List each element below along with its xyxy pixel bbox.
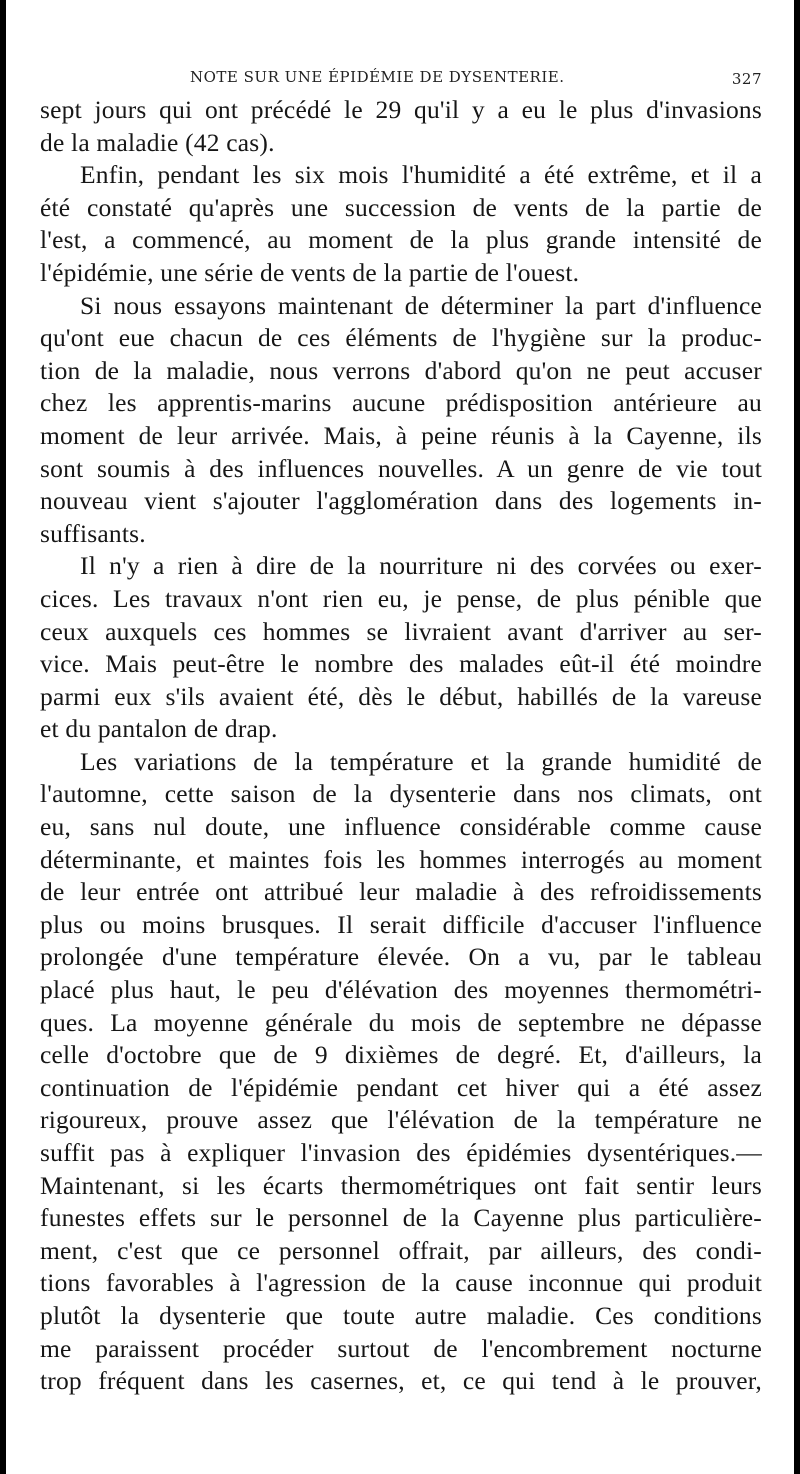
scan-right-border (794, 0, 800, 1474)
text-line: de la maladie (42 cas). (40, 127, 275, 157)
text-line: tions favorables à l'agression de la cause inconnue qui produit (40, 1268, 762, 1298)
text-line: plus ou moins brusques. Il serait difficile d'accuser l'influence (40, 909, 762, 939)
text-line: Maintenant, si les écarts thermométriques ont fait sentir leurs (40, 1170, 762, 1200)
text-line: tion de la maladie, nous verrons d'abord qu'on ne peut accuser (40, 355, 762, 385)
text-line: ceux auxquels ces hommes se livraient avant d'arriver au ser- (40, 616, 762, 646)
text-line: sont soumis à des influences nouvelles. A un genre de vie tout (40, 453, 762, 483)
text-line: suffisants. (40, 518, 146, 548)
text-line: l'automne, cette saison de la dysenterie dans nos climats, ont (40, 779, 762, 809)
text-line: ques. La moyenne générale du mois de septembre ne dépasse (40, 1007, 762, 1037)
text-line: de leur entrée ont attribué leur maladie à des refroidissements (40, 877, 762, 907)
text-line: eu, sans nul doute, une influence considérable comme cause (40, 812, 762, 842)
scan-left-border (0, 0, 6, 1474)
running-header (40, 62, 762, 94)
text-line: Si nous essayons maintenant de déterminer la part d'influence (80, 290, 762, 320)
text-line: Il n'y a rien à dire de la nourriture ni des corvées ou exer- (80, 551, 762, 581)
running-title: NOTE SUR UNE ÉPIDÉMIE DE DYSENTERIE. (190, 68, 565, 86)
text-line: plutôt la dysenterie que toute autre maladie. Ces conditions (40, 1300, 762, 1330)
body-text (40, 94, 762, 1398)
text-line: Les variations de la température et la grande humidité de (80, 746, 762, 776)
text-line: vice. Mais peut-être le nombre des malades eût-il été moindre (40, 649, 762, 679)
text-line: cices. Les travaux n'ont rien eu, je pense, de plus pénible que (40, 583, 762, 613)
text-line: suffit pas à expliquer l'invasion des épidémies dysentériques.— (40, 1138, 762, 1167)
text-line: placé plus haut, le peu d'élévation des moyennes thermométri- (40, 975, 762, 1005)
text-line: prolongée d'une température élevée. On a vu, par le tableau (40, 942, 762, 972)
page-number: 327 (731, 70, 762, 88)
text-line: trop fréquent dans les casernes, et, ce qui tend à le prouver, (40, 1366, 762, 1396)
text-line: et du pantalon de drap. (40, 714, 278, 744)
book-page (40, 62, 762, 1398)
text-line: ment, c'est que ce personnel offrait, par ailleurs, des condi- (40, 1235, 762, 1265)
text-line: me paraissent procéder surtout de l'encombrement nocturne (40, 1333, 762, 1363)
text-line: nouveau vient s'ajouter l'agglomération dans des logements in- (40, 486, 762, 516)
text-line: l'est, a commencé, au moment de la plus grande intensité de (40, 225, 762, 255)
text-line: l'épidémie, une série de vents de la partie de l'ouest. (40, 257, 580, 287)
text-line: parmi eux s'ils avaient été, dès le début, habillés de la vareuse (40, 681, 762, 711)
text-line: été constaté qu'après une succession de vents de la partie de (40, 192, 762, 222)
text-line: rigoureux, prouve assez que l'élévation de la température ne (40, 1105, 762, 1135)
text-line: funestes effets sur le personnel de la Cayenne plus particulière- (40, 1203, 762, 1233)
text-line: chez les apprentis-marins aucune prédisposition antérieure au (40, 388, 762, 418)
text-line: qu'ont eue chacun de ces éléments de l'hygiène sur la produc- (40, 323, 762, 353)
text-line: celle d'octobre que de 9 dixièmes de degré. Et, d'ailleurs, la (40, 1040, 762, 1070)
text-line: sept jours qui ont précédé le 29 qu'il y a eu le plus d'invasions (40, 95, 762, 124)
text-line: déterminante, et maintes fois les hommes interrogés au moment (40, 844, 762, 874)
text-line: moment de leur arrivée. Mais, à peine réunis à la Cayenne, ils (40, 420, 762, 450)
text-line: Enfin, pendant les six mois l'humidité a été extrême, et il a (80, 160, 762, 190)
text-line: continuation de l'épidémie pendant cet hiver qui a été assez (40, 1072, 762, 1102)
